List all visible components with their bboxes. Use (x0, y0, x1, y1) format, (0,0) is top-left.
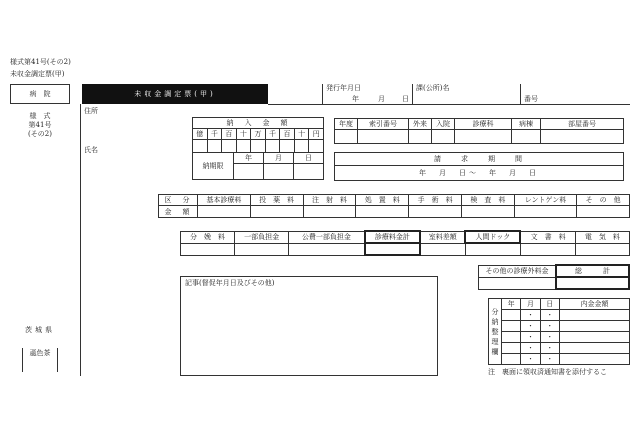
amount-cell[interactable] (193, 140, 208, 153)
fee2-header: 電 気 料 (575, 231, 629, 243)
billing-period-table (334, 152, 624, 181)
outpatient-header: 外来 (409, 119, 432, 130)
amount-cell[interactable] (309, 140, 324, 153)
side-form-number: 様 式 第41号 (その2) (28, 112, 52, 138)
deadline-day-label: 日 (294, 153, 324, 164)
department-header: 診療科 (455, 119, 512, 130)
fee2-header: 室料差額 (420, 231, 465, 243)
fee-table (158, 194, 630, 218)
installment-dot: ・ (521, 321, 540, 332)
ward-cell[interactable] (512, 130, 541, 144)
installment-amount-cell[interactable] (559, 354, 629, 365)
deadline-month-cell[interactable] (264, 164, 294, 180)
installment-year-cell[interactable] (502, 332, 521, 343)
installment-side-label: 分 納 整 理 欄 (489, 299, 502, 365)
grand-total-cell[interactable] (556, 277, 629, 289)
fee-amount-cell[interactable] (198, 206, 251, 218)
installment-dot: ・ (540, 354, 559, 365)
digit-label: 百 (222, 129, 237, 140)
fee2-header: 分 娩 料 (181, 231, 235, 243)
grand-total-label: 総 計 (556, 265, 629, 277)
fee-amount-cell[interactable] (409, 206, 462, 218)
section-name-label: 課(公所)名 (416, 84, 450, 92)
fee2-amount-cell[interactable] (420, 243, 465, 255)
amount-cell[interactable] (251, 140, 266, 153)
fee2-header-total: 診療料金計 (365, 231, 421, 243)
fee2-amount-cell[interactable] (575, 243, 629, 255)
fee2-header: 公費一部負担金 (289, 231, 365, 243)
binding-line (80, 104, 81, 376)
address-label: 住所 (84, 107, 98, 115)
installment-dot: ・ (521, 343, 540, 354)
installment-dot: ・ (540, 343, 559, 354)
installment-year-cell[interactable] (502, 354, 521, 365)
fee2-amount-cell[interactable] (289, 243, 365, 255)
digit-label: 百 (280, 129, 295, 140)
room-number-cell[interactable] (541, 130, 624, 144)
form-number: 様式第41号(その2) (10, 58, 71, 66)
fiscal-year-cell[interactable] (335, 130, 358, 144)
amount-cell[interactable] (294, 140, 309, 153)
fee2-amount-cell[interactable] (365, 243, 421, 255)
digit-label: 千 (207, 129, 222, 140)
installment-amount-cell[interactable] (559, 343, 629, 354)
fee-amount-cell[interactable] (356, 206, 409, 218)
fee-header: そ の 他 (577, 195, 630, 206)
installment-note: 注 裏面に領収済通知書を添付するこ (488, 368, 607, 376)
fee2-amount-cell[interactable] (520, 243, 575, 255)
other-fee-label: その他の診療外料金 (479, 265, 557, 277)
digit-label: 十 (236, 129, 251, 140)
fee2-header: 一部負担金 (235, 231, 289, 243)
fee2-amount-cell[interactable] (181, 243, 235, 255)
room-number-header: 部屋番号 (541, 119, 624, 130)
installment-dot: ・ (540, 321, 559, 332)
amount-cell[interactable] (236, 140, 251, 153)
fee-amount-cell[interactable] (461, 206, 514, 218)
amount-cell[interactable] (265, 140, 280, 153)
fee2-header: 人間ドック (465, 231, 520, 243)
installment-amount-cell[interactable] (559, 321, 629, 332)
other-fee-table (478, 264, 630, 290)
digit-label: 万 (251, 129, 266, 140)
deadline-label: 納期限 (193, 153, 234, 180)
billing-period-label: 請 求 期 間 (335, 153, 624, 166)
installment-dot: ・ (540, 310, 559, 321)
installment-month-header: 月 (521, 299, 540, 310)
fee-header: 投 薬 料 (250, 195, 303, 206)
fee2-amount-cell[interactable] (465, 243, 520, 255)
fee-header: 基本診療料 (198, 195, 251, 206)
number-label: 番号 (524, 95, 538, 103)
installment-dot: ・ (521, 310, 540, 321)
issue-month: 月 (378, 95, 385, 103)
deadline-year-label: 年 (234, 153, 264, 164)
deadline-day-cell[interactable] (294, 164, 324, 180)
fee-header: 検 査 料 (461, 195, 514, 206)
divider (322, 84, 323, 104)
installment-year-header: 年 (502, 299, 521, 310)
ward-header: 病棟 (512, 119, 541, 130)
divider (412, 84, 413, 104)
installment-amount-cell[interactable] (559, 310, 629, 321)
category-row-label: 区 分 (159, 195, 198, 206)
issue-date-label: 発行年月日 (326, 84, 361, 92)
issue-year: 年 (352, 95, 359, 103)
form-title: 未収金調定票(甲) (10, 70, 65, 78)
fee-header: 注 射 料 (303, 195, 356, 206)
outpatient-cell[interactable] (409, 130, 432, 144)
installment-table (488, 298, 630, 365)
installment-year-cell[interactable] (502, 310, 521, 321)
fee-header: 処 置 料 (356, 195, 409, 206)
amount-cell[interactable] (207, 140, 222, 153)
fee-amount-cell[interactable] (514, 206, 576, 218)
amount-cell[interactable] (280, 140, 295, 153)
department-cell[interactable] (455, 130, 512, 144)
billing-period-value[interactable]: 年 月 日〜 年 月 日 (335, 166, 624, 181)
installment-dot: ・ (521, 354, 540, 365)
issue-day: 日 (402, 95, 409, 103)
fee-amount-cell[interactable] (577, 206, 630, 218)
title-banner: 未収金調定票(甲) (82, 84, 268, 104)
installment-year-cell[interactable] (502, 343, 521, 354)
fee2-amount-cell[interactable] (235, 243, 289, 255)
hospital-label: 病 院 (10, 84, 70, 104)
payment-amount-header: 納 入 金 額 (193, 118, 324, 129)
installment-dot: ・ (521, 332, 540, 343)
fee-header: レントゲン料 (514, 195, 576, 206)
patient-info-table (334, 118, 624, 144)
deadline-month-label: 月 (264, 153, 294, 164)
fee-header: 手 術 料 (409, 195, 462, 206)
fee-amount-cell[interactable] (250, 206, 303, 218)
fee-table-2 (180, 230, 630, 256)
amount-row-label: 金 額 (159, 206, 198, 218)
prefecture-label: 茨城県 (25, 326, 55, 334)
header-rule (268, 104, 630, 105)
installment-amount-header: 内金金額 (559, 299, 629, 310)
divider (520, 84, 521, 104)
digit-label: 億 (193, 129, 208, 140)
index-number-header: 索引番号 (358, 119, 409, 130)
inpatient-cell[interactable] (432, 130, 455, 144)
digit-label: 千 (265, 129, 280, 140)
notes-label: 記事(督促年月日及びその他) (185, 279, 275, 287)
name-label: 氏名 (84, 146, 98, 154)
installment-amount-cell[interactable] (559, 332, 629, 343)
amount-cell[interactable] (222, 140, 237, 153)
installment-dot: ・ (540, 332, 559, 343)
other-fee-cell[interactable] (479, 277, 557, 289)
payment-amount-table (192, 117, 324, 153)
installment-year-cell[interactable] (502, 321, 521, 332)
fee-amount-cell[interactable] (303, 206, 356, 218)
fiscal-year-header: 年度 (335, 119, 358, 130)
color-note: 颪色茶 (22, 348, 58, 372)
deadline-table (192, 152, 324, 180)
inpatient-header: 入院 (432, 119, 455, 130)
notes-box[interactable] (180, 276, 438, 376)
digit-label: 円 (309, 129, 324, 140)
index-number-cell[interactable] (358, 130, 409, 144)
digit-label: 十 (294, 129, 309, 140)
deadline-year-cell[interactable] (234, 164, 264, 180)
installment-day-header: 日 (540, 299, 559, 310)
fee2-header: 文 書 料 (520, 231, 575, 243)
